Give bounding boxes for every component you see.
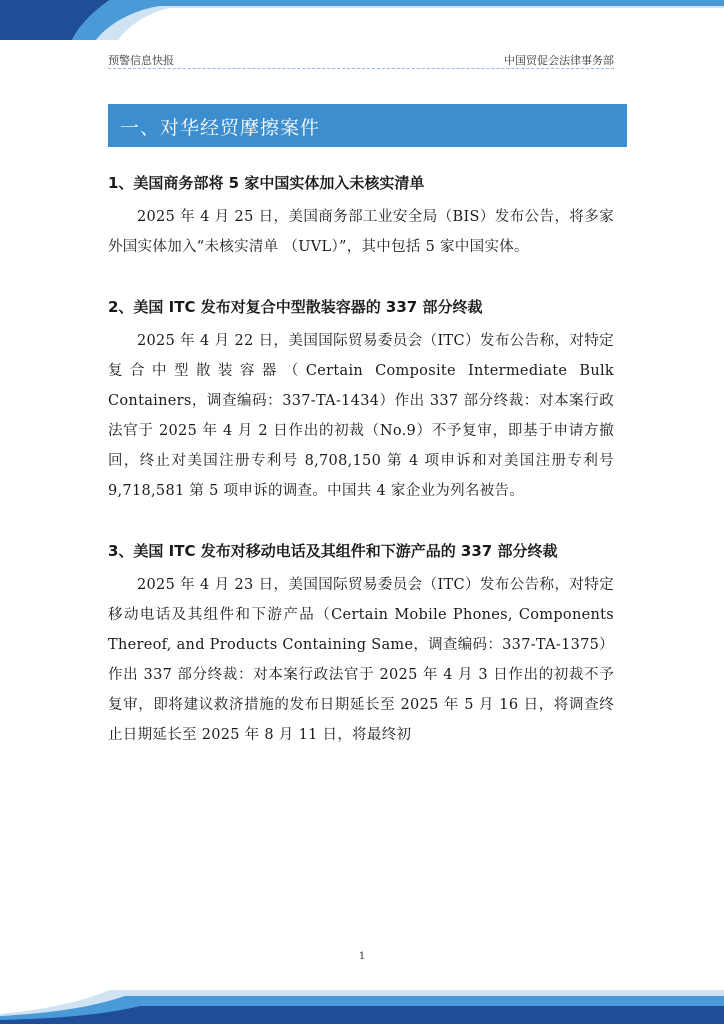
section-title: 一、对华经贸摩擦案件 — [120, 117, 321, 139]
case-title: 1、美国商务部将 5 家中国实体加入未核实清单 — [108, 174, 425, 192]
section-banner — [108, 104, 627, 147]
page-number: 1 — [358, 951, 366, 962]
case-title: 2、美国 ITC 发布对复合中型散装容器的 337 部分终裁 — [108, 298, 483, 316]
footer-wave-decoration — [0, 984, 724, 1024]
header-wave-decoration — [0, 0, 724, 40]
case-item — [108, 292, 614, 506]
case-title: 3、美国 ITC 发布对移动电话及其组件和下游产品的 337 部分终裁 — [108, 542, 558, 560]
header-left-text: 预警信息快报 — [108, 54, 174, 67]
document-content — [108, 168, 614, 780]
case-body: 2025 年 4 月 25 日，美国商务部工业安全局（BIS）发布公告，将多家外国实体加入“未核实清单 （UVL）”，其中包括 5 家中国实体。 — [108, 209, 614, 255]
page-header — [108, 50, 614, 69]
case-body: 2025 年 4 月 22 日，美国国际贸易委员会（ITC）发布公告称，对特定复合中型散装容器（Certain Composite Intermediate Bulk Containers，调查编码：337-TA-1434）作出 337 部分终裁：对本案行政法官于 2025 年 4 月 2 日作出的初裁（No.9）不予复审，即基于申请方撤回，终止对美国注册专利号 8,708,150 第 4 项申诉和对美国注册专利号 9,718,581 第 5 项申诉的调查。中国共 4 家企业为列名被告。 — [108, 333, 614, 499]
case-item — [108, 536, 614, 750]
case-body: 2025 年 4 月 23 日，美国国际贸易委员会（ITC）发布公告称，对特定移动电话及其组件和下游产品（Certain Mobile Phones, Components Thereof, and Products Containing Same，调查编码：337-TA-1375）作出 337 部分终裁：对本案行政法官于 2025 年 4 月 3 日作出的初裁不予复审，即将建议救济措施的发布日期延长至 2025 年 5 月 16 日，将调查终止日期延长至 2025 年 8 月 11 日，将最终初 — [108, 577, 614, 743]
header-right-text: 中国贸促会法律事务部 — [504, 54, 614, 67]
case-item — [108, 168, 614, 262]
